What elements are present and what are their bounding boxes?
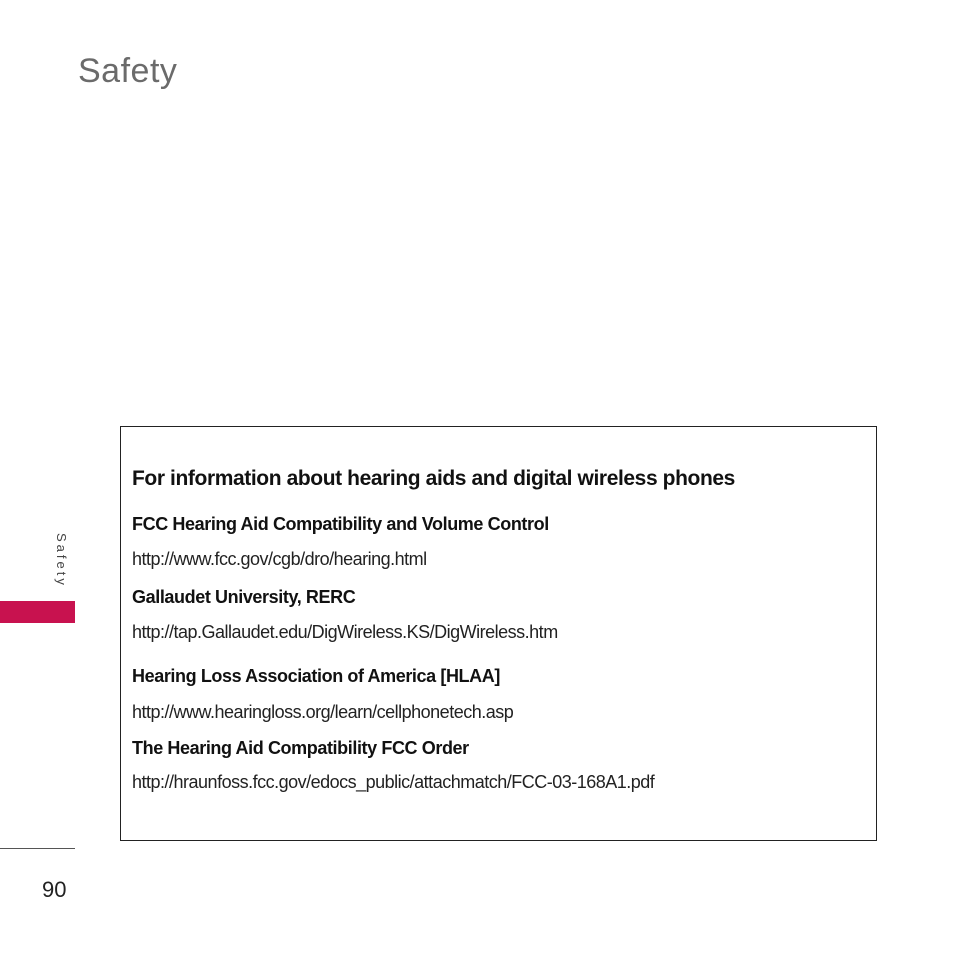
entry-title-gallaudet: Gallaudet University, RERC (132, 587, 356, 607)
entry-title-fcc: FCC Hearing Aid Compatibility and Volume Control (132, 514, 549, 534)
entry-title-hlaa: Hearing Loss Association of America [HLAA] (132, 666, 500, 686)
side-section-label: Safety (54, 533, 69, 588)
entry-url-gallaudet[interactable]: http://tap.Gallaudet.edu/DigWireless.KS/DigWireless.htm (132, 622, 558, 642)
entry-url-hlaa[interactable]: http://www.hearingloss.org/learn/cellphonetech.asp (132, 702, 514, 722)
info-box-heading: For information about hearing aids and digital wireless phones (132, 467, 735, 490)
hearing-aid-info-box (120, 426, 877, 841)
page-number: 90 (42, 877, 67, 902)
section-tab-marker (0, 601, 75, 623)
entry-url-fcc[interactable]: http://www.fcc.gov/cgb/dro/hearing.html (132, 549, 427, 569)
page-title: Safety (78, 52, 178, 90)
entry-url-fcc-order[interactable]: http://hraunfoss.fcc.gov/edocs_public/attachmatch/FCC-03-168A1.pdf (132, 772, 655, 792)
entry-title-fcc-order: The Hearing Aid Compatibility FCC Order (132, 738, 469, 758)
footer-divider (0, 848, 75, 849)
